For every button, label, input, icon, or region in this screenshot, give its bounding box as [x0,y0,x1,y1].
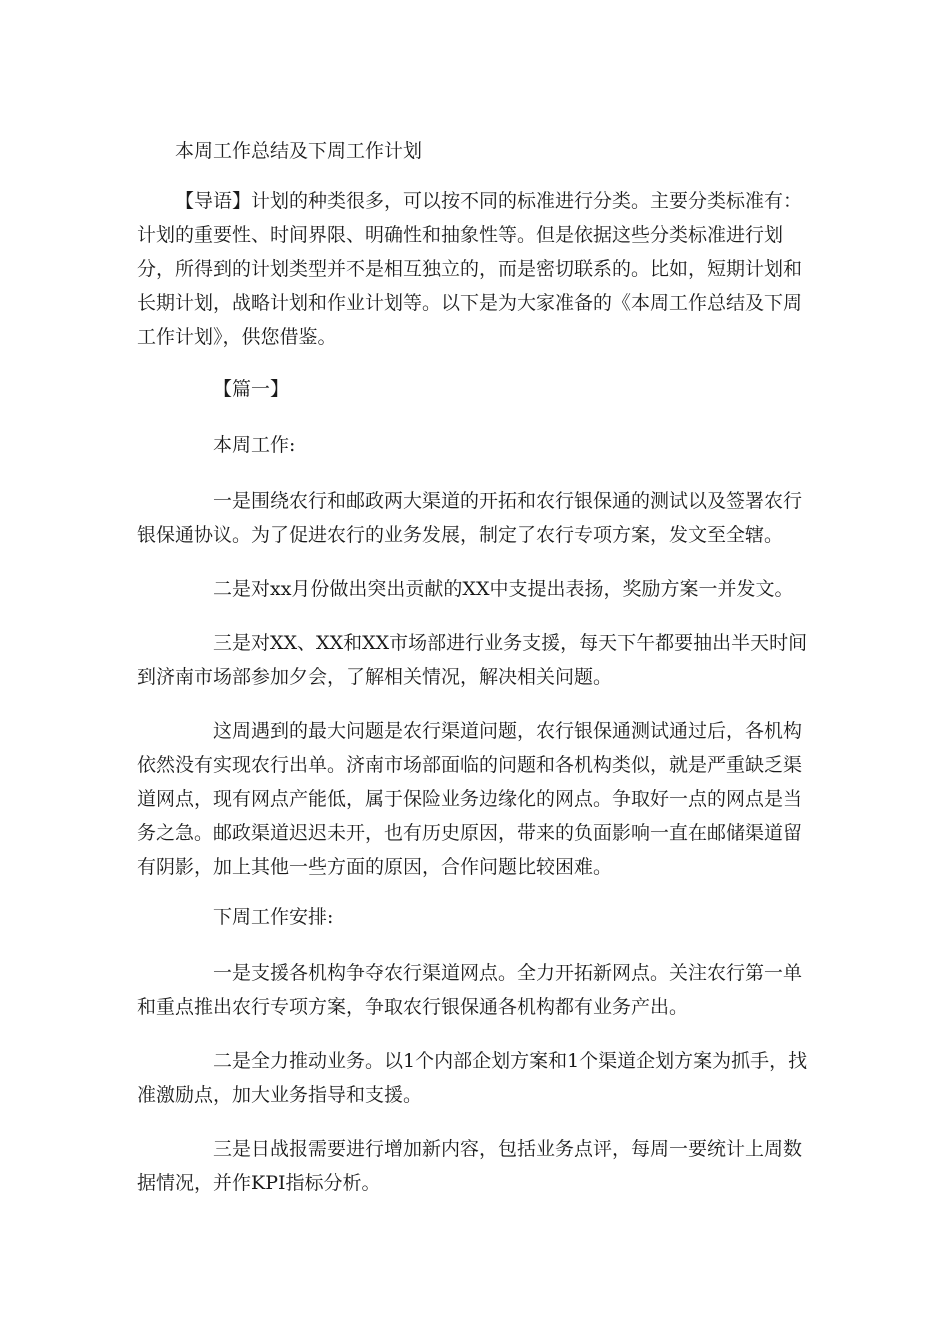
next-week-heading: 下周工作安排: [213,906,334,928]
next-week-item-3: 三是日战报需要进行增加新内容，包括业务点评，每周一要统计上周数据情况，并作KPI指标分析。 [137,1138,803,1194]
this-week-problem-paragraph: 这周遇到的最大问题是农行渠道问题，农行银保通测试通过后，各机构依然没有实现农行出单。济南市场部面临的问题和各机构类似，就是严重缺乏渠道网点，现有网点产能低，属于保险业务边缘化的网点。争取好一点的网点是当务之急。邮政渠道迟迟未开，也有历史原因，带来的负面影响一直在邮储渠道留有阴影，加上其他一些方面的原因，合作问题比较困难。 [137,720,803,878]
this-week-item-3: 三是对XX、XX和XX市场部进行业务支援，每天下午都要抽出半天时间到济南市场部参加夕会，了解相关情况，解决相关问题。 [137,632,808,688]
this-week-item-2: 二是对xx月份做出突出贡献的XX中支提出表扬，奖励方案一并发文。 [213,578,794,600]
next-week-item-1: 一是支援各机构争夺农行渠道网点。全力开拓新网点。关注农行第一单和重点推出农行专项方案，争取农行银保通各机构都有业务产出。 [137,962,803,1018]
intro-paragraph: 【导语】计划的种类很多，可以按不同的标准进行分类。主要分类标准有：计划的重要性、时间界限、明确性和抽象性等。但是依据这些分类标准进行划分，所得到的计划类型并不是相互独立的，而是密切联系的。比如，短期计划和长期计划，战略计划和作业计划等。以下是为大家准备的《本周工作总结及下周工作计划》，供您借鉴。 [137,190,803,348]
this-week-heading: 本周工作: [213,434,296,456]
next-week-item-2: 二是全力推动业务。以1个内部企划方案和1个渠道企划方案为抓手，找准激励点，加大业务指导和支援。 [137,1050,808,1106]
section-heading: 【篇一】 [213,378,290,400]
document-title: 本周工作总结及下周工作计划 [175,140,423,162]
this-week-item-1: 一是围绕农行和邮政两大渠道的开拓和农行银保通的测试以及签署农行银保通协议。为了促进农行的业务发展，制定了农行专项方案，发文至全辖。 [137,490,803,546]
